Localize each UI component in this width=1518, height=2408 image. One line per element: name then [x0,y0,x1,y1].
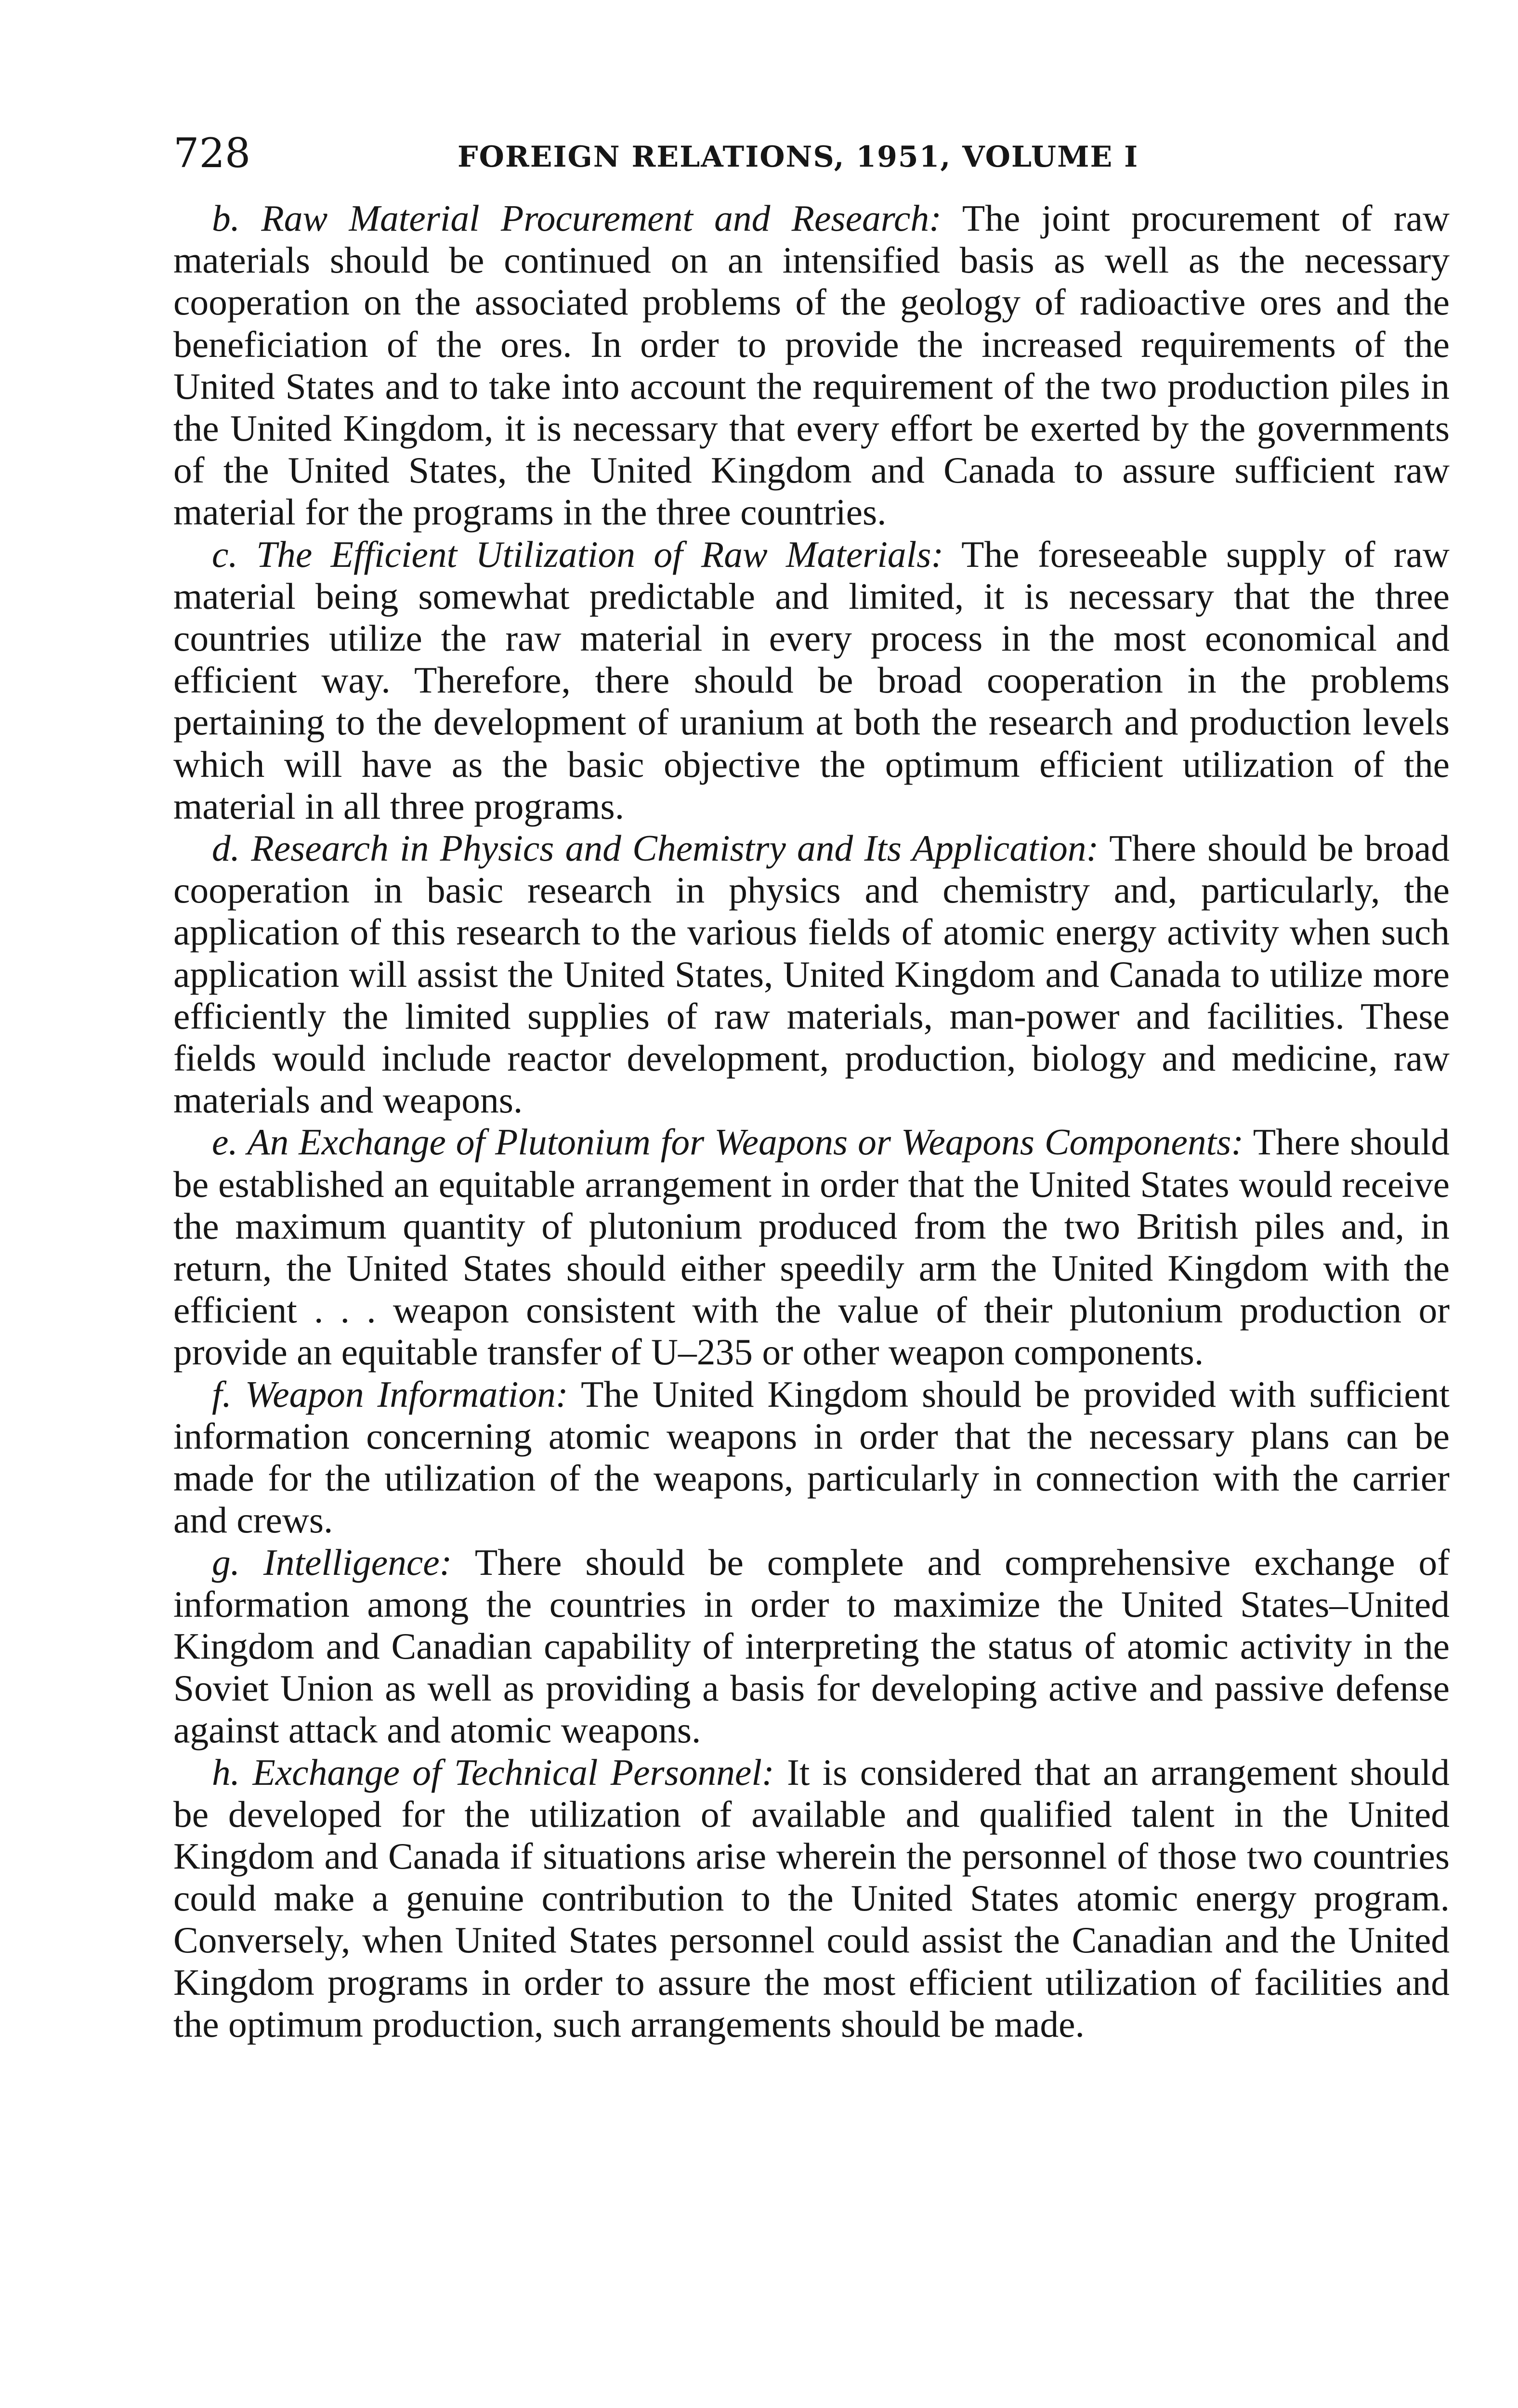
paragraph-e [173,1121,1450,1373]
paragraph-text: There should be broad cooperation in basic research in physics and chemistry and, particularly, the application of this research to the various fields of atomic energy activity when such application will assist the United States, United Kingdom and Canada to utilize more efficiently the limited supplies of raw materials, man-power and facilities. These fields would include reactor development, production, biology and medicine, raw materials and weapons. [173,827,1450,1121]
paragraph-heading: b. Raw Material Procurement and Research: [212,197,942,239]
document-page [173,116,1450,2408]
paragraph-text: There should be complete and comprehensive exchange of information among the countries in order to maximize the United States–United Kingdom and Canadian capability of interpreting the status of atomic activity in the Soviet Union as well as providing a basis for developing active and passive defense against attack and atomic weapons. [173,1541,1450,1751]
paragraph-text: The joint procurement of raw materials should be continued on an intensified basis as well as the necessary cooperation on the associated problems of the geology of radioactive ores and the beneficiation of the ores. In order to provide the increased requirements of the United States and to take into account the requirement of the two production piles in the United Kingdom, it is necessary that every effort be exerted by the governments of the United States, the United Kingdom and Canada to assure sufficient raw material for the programs in the three countries. [173,197,1450,533]
paragraph-h [173,1752,1450,2045]
paragraph-d [173,827,1450,1121]
running-head: FOREIGN RELATIONS, 1951, VOLUME I [458,140,1139,174]
paragraph-f [173,1374,1450,1542]
paragraph-g [173,1542,1450,1752]
paragraph-text: There should be established an equitable arrangement in order that the United States would receive the maximum quantity of plutonium produced from the two British piles and, in return, the United States should either speedily arm the United Kingdom with the efficient . . . weapon consistent with the value of their plutonium production or provide an equitable transfer of U–235 or other weapon components. [173,1121,1450,1373]
paragraph-heading: g. Intelligence: [212,1541,452,1583]
paragraph-b [173,197,1450,534]
paragraph-heading: h. Exchange of Technical Personnel: [212,1751,774,1793]
paragraph-heading: e. An Exchange of Plutonium for Weapons or Weapons Components: [212,1121,1244,1163]
document-body [173,197,1450,2045]
paragraph-heading: f. Weapon Information: [212,1373,568,1415]
paragraph-heading: c. The Efficient Utilization of Raw Materials: [212,533,944,575]
paragraph-c [173,534,1450,827]
page-number: 728 [173,130,251,177]
paragraph-text: It is considered that an arrangement should be developed for the utilization of available and qualified talent in the United Kingdom and Canada if situations arise wherein the personnel of those two countries could make a genuine contribution to the United States atomic energy program. Conversely, when United States personnel could assist the Canadian and the United Kingdom programs in order to assure the most efficient utilization of facilities and the optimum production, such arrangements should be made. [173,1751,1450,2045]
paragraph-text: The foreseeable supply of raw material being somewhat predictable and limited, it is necessary that the three countries utilize the raw material in every process in the most economical and efficient way. Therefore, there should be broad cooperation in the problems pertaining to the development of uranium at both the research and production levels which will have as the basic objective the optimum efficient utilization of the material in all three programs. [173,533,1450,827]
paragraph-text: The United Kingdom should be provided with sufficient information concerning atomic weapons in order that the necessary plans can be made for the utilization of the weapons, particularly in connection with the carrier and crews. [173,1373,1450,1541]
page-header [173,116,1450,183]
paragraph-heading: d. Research in Physics and Chemistry and Its Application: [212,827,1099,869]
